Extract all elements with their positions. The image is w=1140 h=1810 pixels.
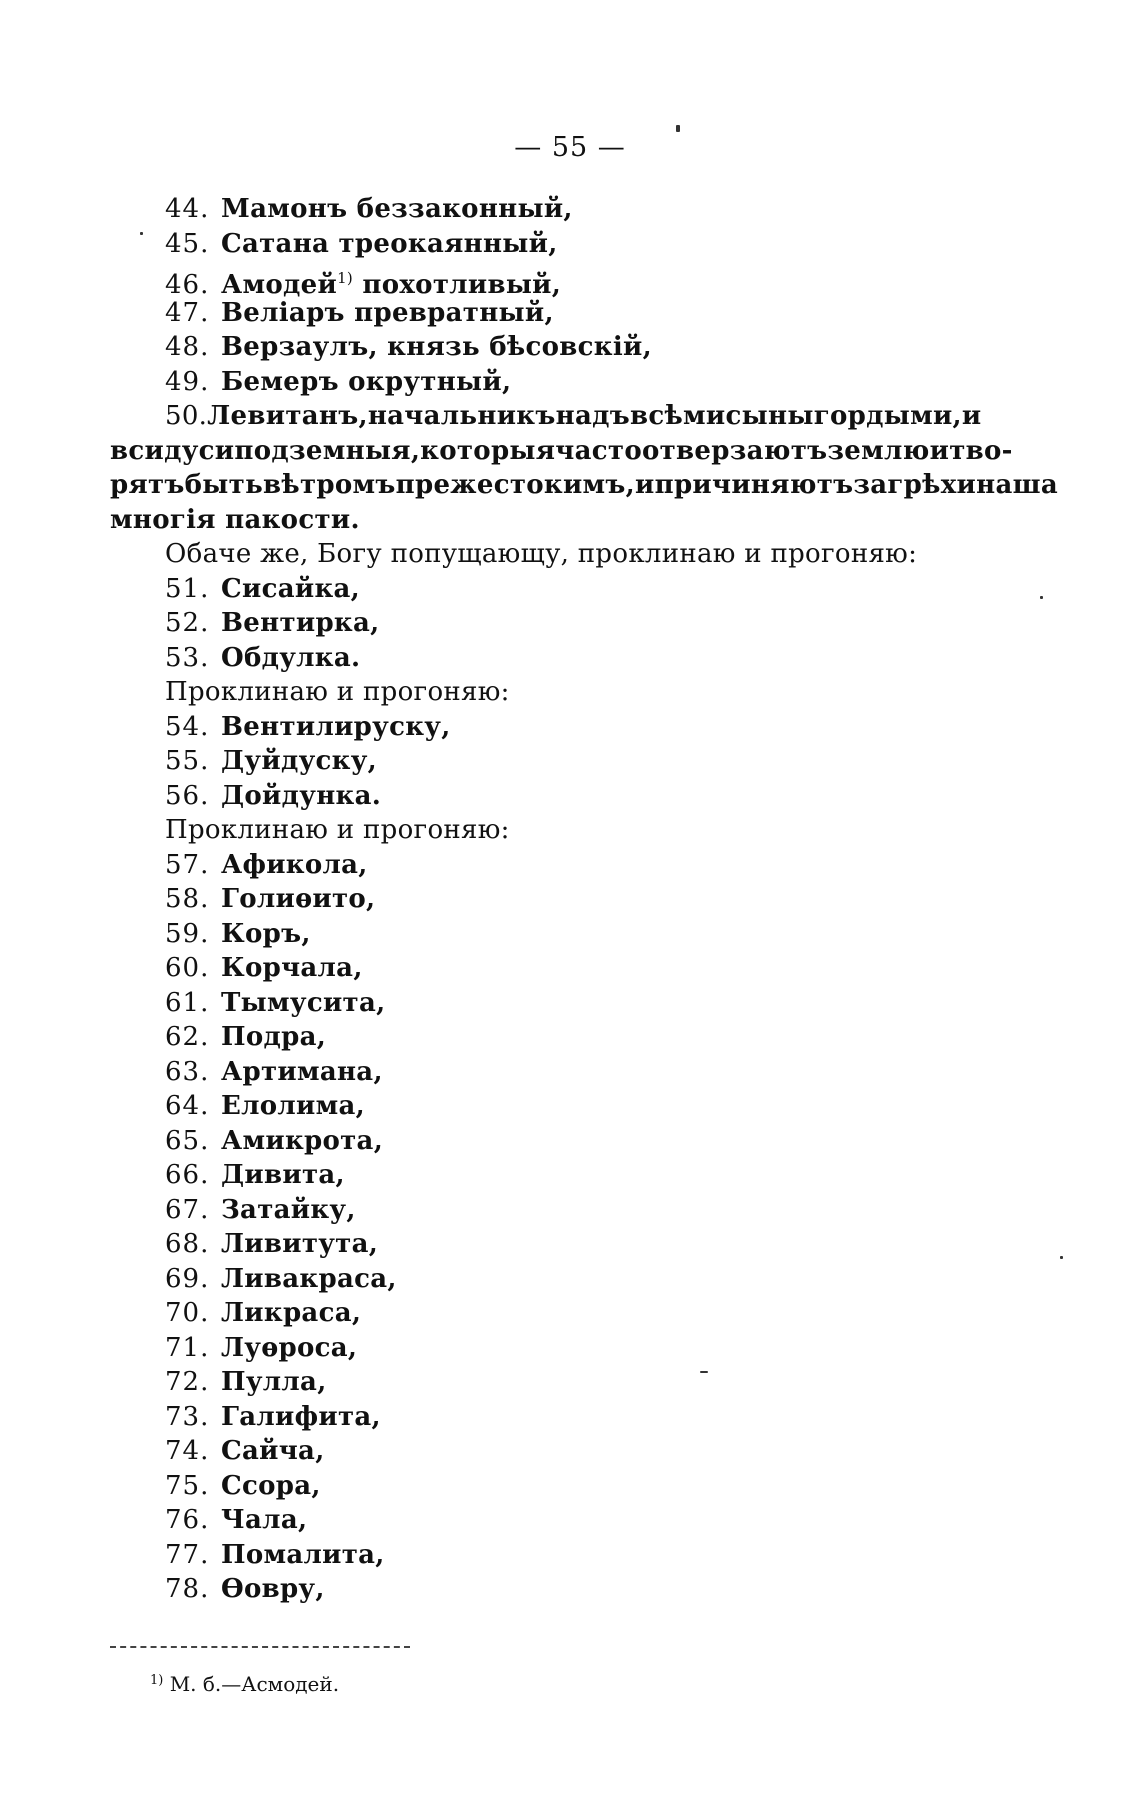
- item-text: Помалита,: [221, 1539, 385, 1570]
- item-text: Чала,: [221, 1505, 308, 1535]
- item-text: Вентилируску,: [221, 711, 451, 742]
- word: всѣми: [629, 401, 726, 431]
- list-item: [110, 1124, 980, 1159]
- section-heading: Проклинаю и прогоняю:: [165, 677, 510, 707]
- list-item: [110, 1538, 980, 1573]
- list-item: [110, 572, 980, 607]
- item-text: Затайку,: [221, 1194, 356, 1225]
- item-text: Пулла,: [221, 1367, 327, 1397]
- word: отверзаютъ: [641, 435, 828, 466]
- scan-speck: [140, 232, 143, 235]
- paragraph-line: многія пакости.: [110, 504, 360, 535]
- list-item: [110, 365, 980, 400]
- word: надъ: [555, 401, 630, 431]
- item-number: 61.: [165, 987, 210, 1018]
- list-item: [110, 296, 980, 331]
- list-item: [110, 1469, 980, 1504]
- item-number: 44.: [165, 194, 210, 224]
- paragraph-line: [110, 468, 1058, 503]
- list-item: [110, 1020, 980, 1055]
- scan-speck: [1040, 596, 1043, 599]
- list-item: [110, 261, 980, 300]
- item-number: 69.: [165, 1263, 210, 1294]
- item-text: Сатана треокаянный,: [221, 228, 558, 259]
- item-number: 70.: [165, 1298, 210, 1328]
- item-number: 51.: [165, 573, 210, 604]
- word: наша: [976, 470, 1058, 500]
- word: тво-: [949, 435, 1013, 466]
- list-item: [110, 1227, 980, 1262]
- item-number: 64.: [165, 1091, 210, 1121]
- word: и: [635, 470, 655, 500]
- word: грѣхи: [887, 470, 977, 500]
- list-item: [110, 606, 980, 641]
- item-text: Луѳроса,: [221, 1332, 358, 1363]
- paragraph-line: [110, 434, 1013, 469]
- item-text: Верзаулъ, князь бѣсовскій,: [221, 332, 652, 362]
- list-item: [110, 1365, 980, 1400]
- item-text: Галифита,: [221, 1401, 381, 1432]
- item-text: Амодей: [221, 270, 338, 300]
- item-text: Ливитута,: [221, 1229, 379, 1259]
- item-text: Мамонъ беззаконный,: [221, 194, 573, 224]
- item-text: Ѳовру,: [221, 1574, 325, 1604]
- item-number: 62.: [165, 1022, 210, 1052]
- item-number: 74.: [165, 1436, 210, 1466]
- list-item: [110, 1434, 980, 1469]
- word: причиняютъ: [654, 470, 854, 500]
- item-text: Ликраса,: [221, 1298, 362, 1328]
- list-item: [110, 917, 980, 952]
- list-item: [110, 1089, 980, 1124]
- list-item: [110, 710, 980, 745]
- item-text: Сисайка,: [221, 573, 361, 604]
- item-text: Ссора,: [221, 1470, 321, 1501]
- item-text: Амикрота,: [221, 1125, 384, 1156]
- item-number: 49.: [165, 366, 210, 397]
- item-text: Тымусита,: [221, 987, 386, 1018]
- list-item: [110, 641, 980, 676]
- item-text: Дойдунка.: [221, 780, 382, 811]
- word: быть: [184, 470, 264, 500]
- word: гордыми,: [813, 401, 962, 431]
- item-text: Подра,: [221, 1022, 327, 1052]
- word: и: [961, 401, 982, 431]
- item-text: Дуйдуску,: [221, 746, 378, 776]
- word: дуси: [164, 435, 235, 466]
- item-number: 60.: [165, 953, 210, 983]
- item-text: Артимана,: [221, 1056, 383, 1087]
- item-number: 65.: [165, 1125, 210, 1156]
- item-text: Коръ,: [221, 918, 311, 949]
- item-text: Бемеръ окрутный,: [221, 366, 512, 397]
- word: часто: [555, 435, 642, 466]
- list-item: [110, 1262, 980, 1297]
- item-text: Обдулка.: [221, 642, 361, 673]
- list-item: [110, 744, 980, 779]
- item-number: 72.: [165, 1367, 210, 1397]
- list-item: [110, 986, 980, 1021]
- word: подземныя,: [234, 435, 421, 466]
- item-text: похотливый,: [353, 270, 562, 300]
- item-text: Веліаръ превратный,: [221, 297, 554, 328]
- word: землю: [827, 435, 930, 466]
- footnote-divider: [110, 1646, 410, 1648]
- item-number: 57.: [165, 849, 210, 880]
- item-number: 73.: [165, 1401, 210, 1432]
- scan-speck: [700, 1371, 708, 1373]
- item-number: 75.: [165, 1470, 210, 1501]
- item-number: 47.: [165, 297, 210, 328]
- list-item: [110, 1572, 980, 1607]
- word: за: [853, 470, 888, 500]
- item-number: 48.: [165, 332, 210, 362]
- word: Левитанъ,: [207, 401, 368, 431]
- item-number: 56.: [165, 780, 210, 811]
- item-number: 77.: [165, 1539, 210, 1570]
- list-item: [110, 1158, 980, 1193]
- item-text: Вентирка,: [221, 608, 380, 638]
- item-text: Елолима,: [221, 1091, 365, 1121]
- item-number: 53.: [165, 642, 210, 673]
- word: вси: [110, 435, 165, 466]
- list-item: [110, 1331, 980, 1366]
- list-item: [110, 779, 980, 814]
- list-item: [110, 882, 980, 917]
- item-number: 76.: [165, 1505, 210, 1535]
- page-body: [110, 192, 1058, 1607]
- item-number: 59.: [165, 918, 210, 949]
- word: прежестокимъ,: [395, 470, 636, 500]
- list-item: [110, 1296, 980, 1331]
- list-item: [110, 227, 980, 262]
- list-item: [110, 330, 980, 365]
- list-item: [110, 1193, 980, 1228]
- item-number: 54.: [165, 711, 210, 742]
- word: и: [929, 435, 950, 466]
- item-number: 71.: [165, 1332, 210, 1363]
- footnote: [150, 1668, 339, 1697]
- item-number: 68.: [165, 1229, 210, 1259]
- word: рятъ: [110, 470, 185, 500]
- item-number: 63.: [165, 1056, 210, 1087]
- page-number: — 55 —: [514, 132, 626, 163]
- item-text: Ливакраса,: [221, 1263, 397, 1294]
- scan-speck: [1060, 1256, 1063, 1259]
- scan-speck: [676, 125, 680, 132]
- item-number: 52.: [165, 608, 210, 638]
- item-text: Афикола,: [221, 849, 368, 880]
- section-heading: Проклинаю и прогоняю:: [165, 815, 510, 845]
- item-number: 50.: [165, 401, 208, 431]
- item-number: 55.: [165, 746, 210, 776]
- word: вѣтромъ: [263, 470, 396, 500]
- footnote-reference: 1): [337, 269, 354, 287]
- item-number: 78.: [165, 1574, 210, 1604]
- list-item: [110, 192, 980, 227]
- list-item: [110, 1503, 980, 1538]
- list-item: [110, 1055, 980, 1090]
- item-text: Корчала,: [221, 953, 363, 983]
- list-item: [110, 951, 980, 986]
- word: начальникъ: [367, 401, 556, 431]
- word: которыя: [420, 435, 556, 466]
- word: сыны: [725, 401, 814, 431]
- item-text: Голиѳито,: [221, 884, 376, 914]
- paragraph-line: [110, 399, 980, 434]
- item-number: 66.: [165, 1160, 210, 1190]
- item-number: 45.: [165, 228, 210, 259]
- footnote-mark: 1): [150, 1673, 164, 1688]
- item-number: 58.: [165, 884, 210, 914]
- footnote-text: М. б.—Асмодей.: [163, 1672, 340, 1696]
- item-text: Дивита,: [221, 1160, 345, 1190]
- list-item: [110, 848, 980, 883]
- item-number: 67.: [165, 1194, 210, 1225]
- section-heading: Обаче же, Богу попущающу, проклинаю и прогоняю:: [165, 539, 918, 569]
- item-number: 46.: [165, 270, 210, 300]
- item-text: Сайча,: [221, 1436, 325, 1466]
- list-item: [110, 1400, 980, 1435]
